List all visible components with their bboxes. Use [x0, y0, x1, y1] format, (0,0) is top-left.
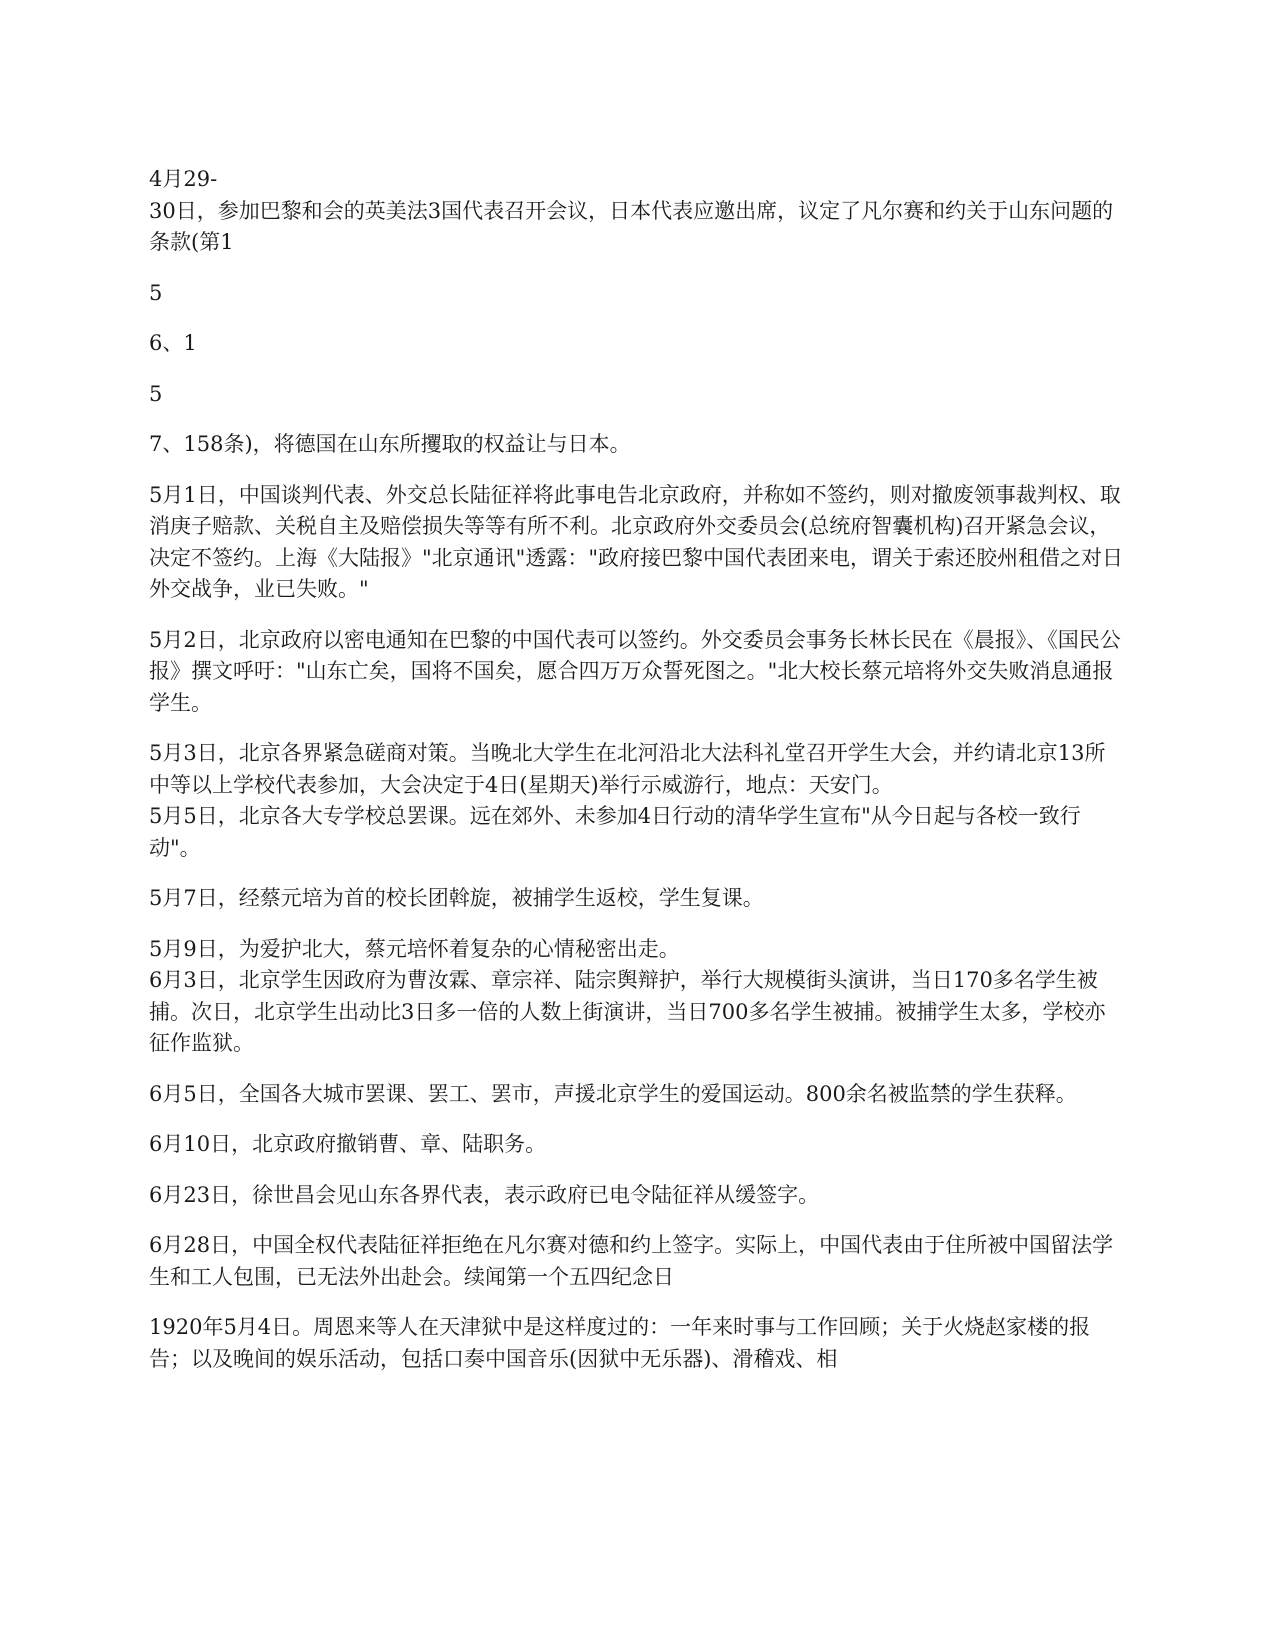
- paragraph-fragment-7-158: 7、158条)，将德国在山东所攫取的权益让与日本。: [149, 432, 631, 456]
- paragraph-may-1: 5月1日，中国谈判代表、外交总长陆征祥将此事电告北京政府，并称如不签约，则对撤废领事裁判权、取消庚子赔款、关税自主及赔偿损失等等有所不利。北京政府外交委员会(总统府智囊机构)召开紧急会议，决定不签约。上海《大陆报》"北京通讯"透露："政府接巴黎中国代表团来电，谓关于索还胶州租借之对日外交战争，业已失败。": [149, 482, 1123, 601]
- paragraph-jun-23: 6月23日，徐世昌会见山东各界代表，表示政府已电令陆征祥从缓签字。: [149, 1182, 820, 1207]
- paragraph-jun-10: 6月10日，北京政府撤销曹、章、陆职务。: [149, 1132, 547, 1156]
- paragraph-may-3: 5月3日，北京各界紧急磋商对策。当晚北大学生在北河沿北大法科礼堂召开学生大会，并约请北京13所中等以上学校代表参加，大会决定于4日(星期天)举行示威游行，地点：天安门。: [149, 741, 1106, 797]
- paragraph-may-7: 5月7日，经蔡元培为首的校长团斡旋，被捕学生返校，学生复课。: [149, 886, 764, 910]
- paragraph-may-9: 5月9日，为爱护北大，蔡元培怀着复杂的心情秘密出走。: [149, 936, 680, 961]
- paragraph-may-5: 5月5日，北京各大专学校总罢课。远在郊外、未参加4日行动的清华学生宣布"从今日起与各校一致行动"。: [149, 804, 1081, 860]
- paragraph-may-2: 5月2日，北京政府以密电通知在巴黎的中国代表可以签约。外交委员会事务长林长民在《晨报》、《国民公报》撰文呼吁："山东亡矣，国将不国矣，愿合四万万众誓死图之。"北大校长蔡元培将外交失败消息通报学生。: [149, 627, 1121, 715]
- paragraph-1920-may-4: 1920年5月4日。周恩来等人在天津狱中是这样度过的：一年来时事与工作回顾；关于火烧赵家楼的报告；以及晚间的娱乐活动，包括口奏中国音乐(因狱中无乐器)、滑稽戏、相: [149, 1315, 1091, 1371]
- paragraph-fragment-5a: 5: [149, 280, 163, 305]
- paragraph-apr-29-30: 4月29- 30日，参加巴黎和会的英美法3国代表召开会议，日本代表应邀出席，议定了凡尔赛和约关于山东问题的条款(第1: [149, 167, 1114, 254]
- paragraph-jun-28: 6月28日，中国全权代表陆征祥拒绝在凡尔赛对德和约上签字。实际上，中国代表由于住所被中国留法学生和工人包围，已无法外出赴会。续闻第一个五四纪念日: [149, 1233, 1114, 1289]
- paragraph-fragment-6-1: 6、1: [149, 331, 197, 355]
- paragraph-fragment-5b: 5: [149, 381, 163, 406]
- paragraph-jun-3: 6月3日，北京学生因政府为曹汝霖、章宗祥、陆宗舆辩护，举行大规模街头演讲，当日170多名学生被捕。次日，北京学生出动比3日多一倍的人数上街演讲，当日700多名学生被捕。被捕学生太多，学校亦征作监狱。: [149, 968, 1106, 1055]
- paragraph-jun-5: 6月5日，全国各大城市罢课、罢工、罢市，声援北京学生的爱国运动。800余名被监禁的学生获释。: [149, 1081, 1077, 1106]
- document-body: [149, 164, 1124, 1394]
